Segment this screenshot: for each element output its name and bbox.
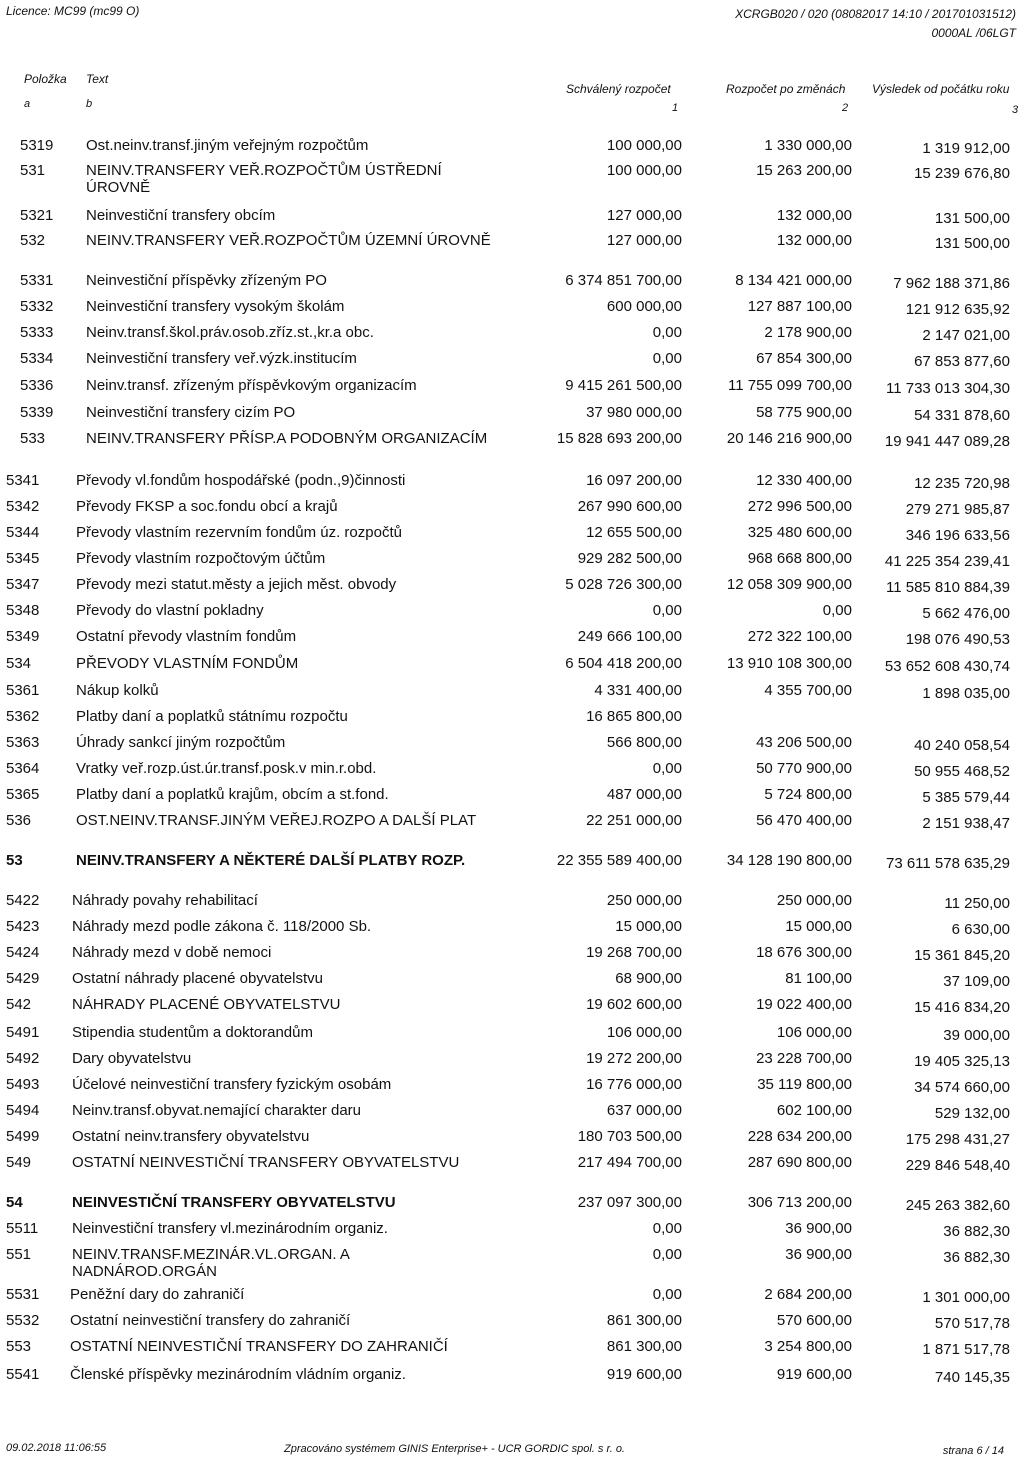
item-code: 532: [20, 232, 46, 249]
changed-budget-value: 36 900,00: [785, 1220, 852, 1237]
changed-budget-value: 2 684 200,00: [764, 1286, 852, 1303]
result-value: 37 109,00: [943, 973, 1010, 990]
approved-budget-value: 0,00: [652, 1286, 682, 1303]
item-text: NEINV.TRANSFERY PŘÍSP.A PODOBNÝM ORGANIZACÍM: [86, 430, 488, 447]
item-code: 5424: [6, 944, 40, 961]
licence-label: Licence: MC99 (mc99 O): [6, 4, 140, 18]
item-code: 534: [6, 655, 32, 672]
report-id: XCRGB020 / 020 (08082017 14:10 / 201701031512): [735, 7, 1016, 21]
changed-budget-value: 35 119 800,00: [757, 1076, 852, 1093]
changed-budget-value: 12 058 309 900,00: [726, 576, 852, 593]
item-text: PŘEVODY VLASTNÍM FONDŮM: [76, 655, 299, 672]
item-text: Platby daní a poplatků krajům, obcím a st.fond.: [76, 786, 389, 803]
approved-budget-value: 0,00: [652, 350, 682, 367]
changed-budget-value: 11 755 099 700,00: [727, 377, 852, 394]
col-index-after-changes: 2: [842, 102, 849, 114]
changed-budget-value: 50 770 900,00: [756, 760, 852, 777]
item-code: 5319: [20, 137, 54, 154]
result-value: 7 962 188 371,86: [893, 275, 1010, 292]
changed-budget-value: 2 178 900,00: [764, 324, 852, 341]
changed-budget-value: 287 690 800,00: [747, 1154, 852, 1171]
item-text: Platby daní a poplatků státnímu rozpočtu: [76, 708, 348, 725]
changed-budget-value: 5 724 800,00: [764, 786, 852, 803]
item-code: 5334: [20, 350, 54, 367]
item-text: Neinvestiční transfery vysokým školám: [86, 298, 345, 315]
changed-budget-value: 272 322 100,00: [747, 628, 852, 645]
item-text: NEINVESTIČNÍ TRANSFERY OBYVATELSTVU: [72, 1194, 396, 1211]
result-value: 50 955 468,52: [914, 763, 1010, 780]
item-code: 5362: [6, 708, 40, 725]
item-code: 54: [6, 1194, 23, 1211]
approved-budget-value: 12 655 500,00: [586, 524, 682, 541]
item-code: 5365: [6, 786, 40, 803]
changed-budget-value: 36 900,00: [785, 1246, 852, 1263]
item-code: 5333: [20, 324, 54, 341]
changed-budget-value: 12 330 400,00: [756, 472, 852, 489]
result-value: 1 301 000,00: [922, 1289, 1010, 1306]
col-header-approved: Schválený rozpočet: [566, 82, 671, 96]
changed-budget-value: 968 668 800,00: [747, 550, 852, 567]
item-code: 5336: [20, 377, 54, 394]
result-value: 2 151 938,47: [922, 815, 1010, 832]
changed-budget-value: 132 000,00: [776, 207, 852, 224]
result-value: 53 652 608 430,74: [884, 658, 1010, 675]
print-timestamp: 09.02.2018 11:06:55: [6, 1442, 107, 1454]
approved-budget-value: 861 300,00: [606, 1338, 682, 1355]
changed-budget-value: 8 134 421 000,00: [735, 272, 852, 289]
changed-budget-value: 58 775 900,00: [756, 404, 852, 421]
item-code: 5331: [20, 272, 54, 289]
changed-budget-value: 18 676 300,00: [756, 944, 852, 961]
changed-budget-value: 106 000,00: [776, 1024, 852, 1041]
item-code: 5339: [20, 404, 54, 421]
item-code: 5341: [6, 472, 40, 489]
result-value: 15 361 845,20: [914, 947, 1010, 964]
result-value: 6 630,00: [951, 921, 1010, 938]
approved-budget-value: 6 504 418 200,00: [565, 655, 682, 672]
result-value: 1 319 912,00: [922, 140, 1010, 157]
changed-budget-value: 15 000,00: [785, 918, 852, 935]
col-index-result: 3: [1012, 104, 1019, 116]
item-text: Účelové neinvestiční transfery fyzickým osobám: [72, 1076, 392, 1093]
approved-budget-value: 487 000,00: [606, 786, 682, 803]
item-text: Převody vl.fondům hospodářské (podn.,9)činnosti: [76, 472, 406, 489]
approved-budget-value: 22 355 589 400,00: [556, 852, 682, 869]
result-value: 11 733 013 304,30: [885, 380, 1010, 397]
item-code: 5492: [6, 1050, 40, 1067]
item-text: Ostatní náhrady placené obyvatelstvu: [72, 970, 323, 987]
result-value: 40 240 058,54: [914, 737, 1010, 754]
item-code: 5363: [6, 734, 40, 751]
item-code: 5491: [6, 1024, 40, 1041]
changed-budget-value: 1 330 000,00: [764, 137, 852, 154]
approved-budget-value: 15 000,00: [615, 918, 682, 935]
item-text: Ostatní neinvestiční transfery do zahraničí: [70, 1312, 351, 1329]
col-header-item: Položka: [24, 72, 67, 86]
col-header-after-changes: Rozpočet po změnách: [726, 82, 846, 96]
item-text: Náhrady povahy rehabilitací: [72, 892, 258, 909]
item-code: 5344: [6, 524, 40, 541]
item-code: 5493: [6, 1076, 40, 1093]
item-code: 5423: [6, 918, 40, 935]
item-code: 531: [20, 162, 46, 179]
changed-budget-value: 127 887 100,00: [747, 298, 852, 315]
col-index-approved: 1: [672, 102, 679, 114]
col-index-item: a: [24, 98, 31, 110]
item-text: Neinvestiční příspěvky zřízeným PO: [86, 272, 327, 289]
approved-budget-value: 0,00: [652, 760, 682, 777]
page-number: strana 6 / 14: [942, 1445, 1004, 1457]
item-code: 5531: [6, 1286, 40, 1303]
changed-budget-value: 306 713 200,00: [747, 1194, 852, 1211]
item-code: 5332: [20, 298, 54, 315]
item-text: Peněžní dary do zahraničí: [70, 1286, 245, 1303]
item-text: Vratky veř.rozp.úst.úr.transf.posk.v min.r.obd.: [76, 760, 377, 777]
changed-budget-value: 15 263 200,00: [756, 162, 852, 179]
result-value: 11 585 810 884,39: [885, 579, 1010, 596]
item-text: OSTATNÍ NEINVESTIČNÍ TRANSFERY DO ZAHRANIČÍ: [70, 1338, 448, 1355]
result-value: 36 882,30: [943, 1249, 1010, 1266]
col-header-result: Výsledek od počátku roku: [872, 82, 1010, 96]
approved-budget-value: 637 000,00: [606, 1102, 682, 1119]
item-text: Převody vlastním rezervním fondům úz. rozpočtů: [76, 524, 402, 541]
result-value: 36 882,30: [943, 1223, 1010, 1240]
changed-budget-value: 13 910 108 300,00: [726, 655, 852, 672]
approved-budget-value: 100 000,00: [606, 162, 682, 179]
item-code: 53: [6, 852, 23, 869]
approved-budget-value: 16 865 800,00: [586, 708, 682, 725]
item-text: Náhrady mezd v době nemoci: [72, 944, 272, 961]
changed-budget-value: 20 146 216 900,00: [726, 430, 852, 447]
item-code: 5364: [6, 760, 40, 777]
result-value: 15 239 676,80: [914, 165, 1010, 182]
result-value: 198 076 490,53: [905, 631, 1010, 648]
changed-budget-value: 67 854 300,00: [756, 350, 852, 367]
result-value: 570 517,78: [934, 1315, 1010, 1332]
approved-budget-value: 68 900,00: [615, 970, 682, 987]
item-text: Ostatní převody vlastním fondům: [76, 628, 297, 645]
item-code: 5499: [6, 1128, 40, 1145]
item-text: NEINV.TRANSFERY A NĚKTERÉ DALŠÍ PLATBY ROZP.: [76, 852, 466, 869]
approved-budget-value: 861 300,00: [606, 1312, 682, 1329]
result-value: 131 500,00: [934, 235, 1010, 252]
item-text: Převody mezi statut.městy a jejich měst. obvody: [76, 576, 397, 593]
item-text: Ostatní neinv.transfery obyvatelstvu: [72, 1128, 310, 1145]
result-value: 740 145,35: [934, 1369, 1010, 1386]
approved-budget-value: 566 800,00: [606, 734, 682, 751]
approved-budget-value: 4 331 400,00: [594, 682, 682, 699]
approved-budget-value: 127 000,00: [606, 207, 682, 224]
result-value: 34 574 660,00: [914, 1079, 1010, 1096]
col-header-text: Text: [86, 72, 109, 86]
item-code: 551: [6, 1246, 32, 1263]
approved-budget-value: 19 272 200,00: [586, 1050, 682, 1067]
approved-budget-value: 127 000,00: [606, 232, 682, 249]
processed-by: Zpracováno systémem GINIS Enterprise+ - UCR GORDIC spol. s r. o.: [284, 1443, 625, 1455]
approved-budget-value: 19 268 700,00: [586, 944, 682, 961]
approved-budget-value: 6 374 851 700,00: [565, 272, 682, 289]
result-value: 12 235 720,98: [914, 475, 1010, 492]
changed-budget-value: 23 228 700,00: [756, 1050, 852, 1067]
changed-budget-value: 228 634 200,00: [747, 1128, 852, 1145]
approved-budget-value: 0,00: [652, 324, 682, 341]
approved-budget-value: 22 251 000,00: [586, 812, 682, 829]
report-code: 0000AL /06LGT: [931, 26, 1016, 40]
approved-budget-value: 237 097 300,00: [577, 1194, 682, 1211]
item-text: Neinvestiční transfery obcím: [86, 207, 276, 224]
item-code: 5422: [6, 892, 40, 909]
result-value: 5 385 579,44: [922, 789, 1010, 806]
item-code: 5348: [6, 602, 40, 619]
item-text: Stipendia studentům a doktorandům: [72, 1024, 313, 1041]
item-text: Převody do vlastní pokladny: [76, 602, 264, 619]
changed-budget-value: 19 022 400,00: [756, 996, 852, 1013]
changed-budget-value: 919 600,00: [776, 1366, 852, 1383]
approved-budget-value: 100 000,00: [606, 137, 682, 154]
result-value: 529 132,00: [934, 1105, 1010, 1122]
changed-budget-value: 0,00: [822, 602, 852, 619]
result-value: 175 298 431,27: [905, 1131, 1010, 1148]
approved-budget-value: 16 776 000,00: [586, 1076, 682, 1093]
approved-budget-value: 37 980 000,00: [586, 404, 682, 421]
approved-budget-value: 250 000,00: [606, 892, 682, 909]
item-code: 542: [6, 996, 32, 1013]
item-text: OSTATNÍ NEINVESTIČNÍ TRANSFERY OBYVATELSTVU: [72, 1154, 460, 1171]
item-text: Členské příspěvky mezinárodním vládním organiz.: [70, 1366, 406, 1383]
changed-budget-value: 56 470 400,00: [756, 812, 852, 829]
approved-budget-value: 0,00: [652, 602, 682, 619]
item-text: Neinv.transf.škol.práv.osob.zříz.st.,kr.a obc.: [86, 324, 374, 341]
item-text: NEINV.TRANSFERY VEŘ.ROZPOČTŮM ÚZEMNÍ ÚROVNĚ: [86, 232, 491, 249]
approved-budget-value: 0,00: [652, 1246, 682, 1263]
approved-budget-value: 600 000,00: [606, 298, 682, 315]
item-code: 5494: [6, 1102, 40, 1119]
item-text: Převody vlastním rozpočtovým účtům: [76, 550, 326, 567]
item-text: Neinv.transf.obyvat.nemající charakter daru: [72, 1102, 362, 1119]
changed-budget-value: 81 100,00: [785, 970, 852, 987]
result-value: 121 912 635,92: [905, 301, 1010, 318]
approved-budget-value: 0,00: [652, 1220, 682, 1237]
item-text: NEINV.TRANSFERY VEŘ.ROZPOČTŮM ÚSTŘEDNÍ ÚROVNĚ: [86, 162, 442, 196]
changed-budget-value: 272 996 500,00: [747, 498, 852, 515]
item-text: Neinvestiční transfery cizím PO: [86, 404, 296, 421]
result-value: 1 871 517,78: [922, 1341, 1010, 1358]
changed-budget-value: 3 254 800,00: [764, 1338, 852, 1355]
item-code: 5541: [6, 1366, 40, 1383]
approved-budget-value: 16 097 200,00: [586, 472, 682, 489]
result-value: 245 263 382,60: [905, 1197, 1010, 1214]
changed-budget-value: 325 480 600,00: [747, 524, 852, 541]
approved-budget-value: 106 000,00: [606, 1024, 682, 1041]
approved-budget-value: 19 602 600,00: [586, 996, 682, 1013]
item-code: 5532: [6, 1312, 40, 1329]
approved-budget-value: 249 666 100,00: [577, 628, 682, 645]
item-text: Náhrady mezd podle zákona č. 118/2000 Sb.: [72, 918, 372, 935]
result-value: 346 196 633,56: [905, 527, 1010, 544]
result-value: 19 405 325,13: [914, 1053, 1010, 1070]
result-value: 73 611 578 635,29: [885, 855, 1010, 872]
approved-budget-value: 180 703 500,00: [577, 1128, 682, 1145]
result-value: 39 000,00: [943, 1027, 1010, 1044]
result-value: 131 500,00: [934, 210, 1010, 227]
changed-budget-value: 34 128 190 800,00: [726, 852, 852, 869]
approved-budget-value: 15 828 693 200,00: [556, 430, 682, 447]
result-value: 1 898 035,00: [922, 685, 1010, 702]
item-code: 5342: [6, 498, 40, 515]
item-text: Neinvestiční transfery veř.výzk.institucím: [86, 350, 357, 367]
changed-budget-value: 250 000,00: [776, 892, 852, 909]
item-text: Neinv.transf. zřízeným příspěvkovým organizacím: [86, 377, 417, 394]
item-text: Úhrady sankcí jiným rozpočtům: [76, 734, 286, 751]
item-text: Převody FKSP a soc.fondu obcí a krajů: [76, 498, 338, 515]
result-value: 54 331 878,60: [914, 407, 1010, 424]
item-code: 5429: [6, 970, 40, 987]
approved-budget-value: 267 990 600,00: [577, 498, 682, 515]
item-code: 549: [6, 1154, 32, 1171]
approved-budget-value: 9 415 261 500,00: [565, 377, 682, 394]
result-value: 2 147 021,00: [922, 327, 1010, 344]
result-value: 41 225 354 239,41: [884, 553, 1010, 570]
item-code: 5511: [6, 1220, 39, 1237]
col-index-text: b: [86, 98, 93, 110]
item-text: Nákup kolků: [76, 682, 159, 699]
result-value: 19 941 447 089,28: [884, 433, 1010, 450]
result-value: 279 271 985,87: [905, 501, 1010, 518]
item-text: Ost.neinv.transf.jiným veřejným rozpočtům: [86, 137, 369, 154]
result-value: 5 662 476,00: [922, 605, 1010, 622]
item-code: 5345: [6, 550, 40, 567]
changed-budget-value: 132 000,00: [776, 232, 852, 249]
item-code: 536: [6, 812, 32, 829]
item-code: 5347: [6, 576, 40, 593]
changed-budget-value: 43 206 500,00: [756, 734, 852, 751]
result-value: 15 416 834,20: [914, 999, 1010, 1016]
item-code: 553: [6, 1338, 32, 1355]
item-code: 5361: [6, 682, 40, 699]
item-text: Dary obyvatelstvu: [72, 1050, 192, 1067]
changed-budget-value: 602 100,00: [776, 1102, 852, 1119]
changed-budget-value: 4 355 700,00: [764, 682, 852, 699]
item-code: 5321: [20, 207, 54, 224]
item-text: Neinvestiční transfery vl.mezinárodním organiz.: [72, 1220, 388, 1237]
approved-budget-value: 919 600,00: [606, 1366, 682, 1383]
approved-budget-value: 929 282 500,00: [577, 550, 682, 567]
approved-budget-value: 217 494 700,00: [577, 1154, 682, 1171]
approved-budget-value: 5 028 726 300,00: [565, 576, 682, 593]
result-value: 229 846 548,40: [905, 1157, 1010, 1174]
item-code: 5349: [6, 628, 40, 645]
item-text: NÁHRADY PLACENÉ OBYVATELSTVU: [72, 996, 341, 1013]
changed-budget-value: 570 600,00: [776, 1312, 852, 1329]
result-value: 67 853 877,60: [914, 353, 1010, 370]
item-text: NEINV.TRANSF.MEZINÁR.VL.ORGAN. A NADNÁROD.ORGÁN: [72, 1246, 350, 1280]
item-text: OST.NEINV.TRANSF.JINÝM VEŘEJ.ROZPO A DALŠÍ PLAT: [76, 812, 477, 829]
result-value: 11 250,00: [944, 895, 1010, 912]
item-code: 533: [20, 430, 46, 447]
